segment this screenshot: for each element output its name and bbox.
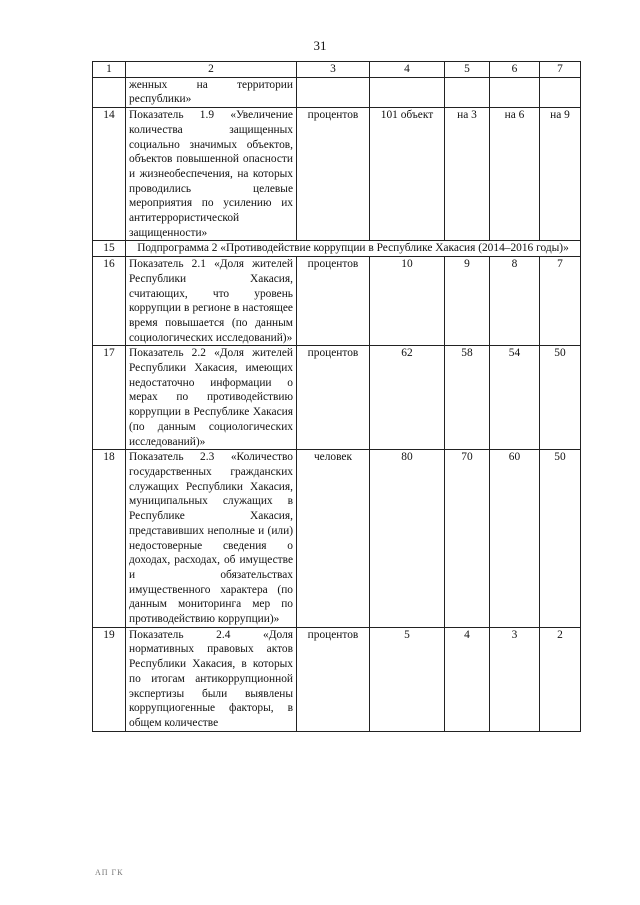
value-cell: 9 (445, 257, 490, 346)
column-header: 7 (540, 62, 581, 78)
value-cell: на 6 (490, 108, 540, 241)
value-cell: на 9 (540, 108, 581, 241)
indicator-name: Показатель 2.2 «Доля жителей Республики Хакасия, имеющих недостаточно информации о мерах по противодействию коррупции в Республике Хакасия (по данным социологических исследований)» (126, 346, 297, 450)
indicator-name: Показатель 2.4 «Доля нормативных правовых актов Республики Хакасия, в которых по итогам антикоррупционной экспертизы были выявлены коррупциогенные факторы, в общем количестве (126, 627, 297, 731)
column-header: 1 (93, 62, 126, 78)
value-cell: 60 (490, 450, 540, 627)
indicator-name: Показатель 2.1 «Доля жителей Республики Хакасия, считающих, что уровень коррупции в регионе в настоящее время повышается (по данным социологических исследований)» (126, 257, 297, 346)
table-row (93, 77, 581, 107)
column-header: 5 (445, 62, 490, 78)
value-cell: 7 (540, 257, 581, 346)
unit-cell: процентов (297, 257, 370, 346)
value-cell (445, 77, 490, 107)
value-cell: 101 объект (370, 108, 445, 241)
value-cell: 62 (370, 346, 445, 450)
table-header-row (93, 62, 581, 78)
value-cell (540, 77, 581, 107)
value-cell: 2 (540, 627, 581, 731)
section-row (93, 241, 581, 257)
value-cell: 54 (490, 346, 540, 450)
unit-cell: процентов (297, 108, 370, 241)
value-cell: на 3 (445, 108, 490, 241)
column-header: 3 (297, 62, 370, 78)
indicator-name: женных на территории республики» (126, 77, 297, 107)
value-cell: 10 (370, 257, 445, 346)
value-cell: 50 (540, 346, 581, 450)
column-header: 4 (370, 62, 445, 78)
value-cell: 5 (370, 627, 445, 731)
row-number (93, 77, 126, 107)
row-number: 19 (93, 627, 126, 731)
indicator-name: Показатель 2.3 «Количество государственных гражданских служащих Республики Хакасия, муниципальных служащих в Республике Хакасия, представивших неполные и (или) недостоверные сведения о доходах, расходах, об имуществе и обязательствах имущественного характера (по данным мониторинга мер по противодействию коррупции)» (126, 450, 297, 627)
indicators-table (92, 61, 581, 732)
value-cell: 70 (445, 450, 490, 627)
value-cell (370, 77, 445, 107)
value-cell: 3 (490, 627, 540, 731)
column-header: 6 (490, 62, 540, 78)
value-cell: 58 (445, 346, 490, 450)
row-number: 16 (93, 257, 126, 346)
table-row (93, 346, 581, 450)
table-row (93, 627, 581, 731)
footer-mark: АП ГК (95, 868, 124, 877)
indicator-name: Показатель 1.9 «Увеличение количества защищенных социально значимых объектов, объектов повышенной опасности и жизнеобеспечения, на которых проводились целевые мероприятия по усилению их антитеррористической защищенности» (126, 108, 297, 241)
table-row (93, 257, 581, 346)
row-number: 17 (93, 346, 126, 450)
value-cell (490, 77, 540, 107)
row-number: 15 (93, 241, 126, 257)
unit-cell: процентов (297, 346, 370, 450)
column-header: 2 (126, 62, 297, 78)
table-row (93, 108, 581, 241)
subprogram-title: Подпрограмма 2 «Противодействие коррупции в Республике Хакасия (2014–2016 годы)» (126, 241, 581, 257)
unit-cell: процентов (297, 627, 370, 731)
value-cell: 50 (540, 450, 581, 627)
unit-cell (297, 77, 370, 107)
table-row (93, 450, 581, 627)
value-cell: 80 (370, 450, 445, 627)
value-cell: 4 (445, 627, 490, 731)
unit-cell: человек (297, 450, 370, 627)
page-number: 31 (313, 38, 327, 53)
value-cell: 8 (490, 257, 540, 346)
row-number: 14 (93, 108, 126, 241)
row-number: 18 (93, 450, 126, 627)
